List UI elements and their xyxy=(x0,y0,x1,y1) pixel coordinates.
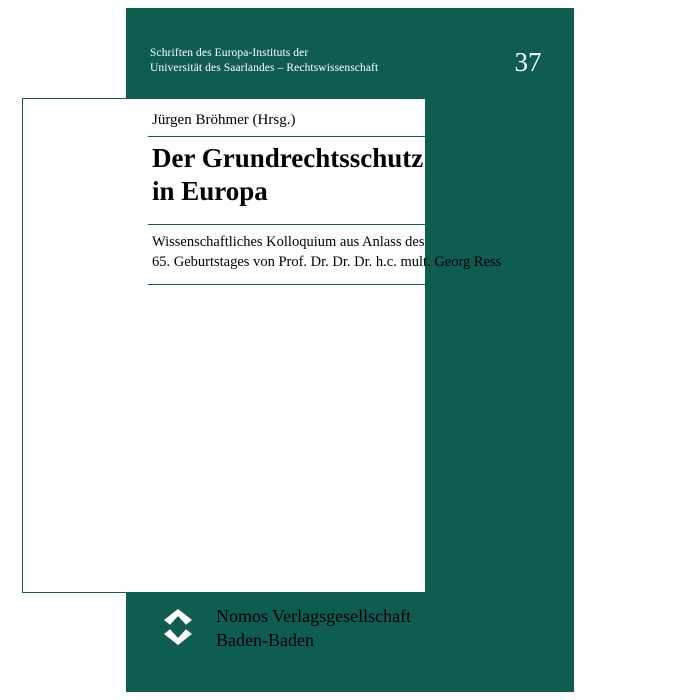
subtitle-line-1: Wissenschaftliches Kolloquium aus Anlass des xyxy=(152,234,425,250)
volume-number: 37 xyxy=(514,47,542,77)
series-info xyxy=(150,46,480,76)
nomos-diamond-logo-icon xyxy=(150,602,206,652)
editor-name: Jürgen Bröhmer (Hrsg.) xyxy=(152,112,296,128)
divider-bottom xyxy=(148,284,552,285)
title-line-1: Der Grundrechtsschutz xyxy=(152,143,424,173)
page-subtitle xyxy=(152,232,550,272)
publisher-city: Baden-Baden xyxy=(216,630,314,650)
divider-top xyxy=(148,136,552,137)
page-title xyxy=(152,142,548,208)
series-line-2: Universität des Saarlandes – Rechtswissenschaft xyxy=(150,62,379,74)
publisher-block xyxy=(150,600,550,656)
publisher-name: Nomos Verlagsgesellschaft xyxy=(216,606,412,626)
divider-middle xyxy=(148,224,552,225)
publisher-text xyxy=(216,604,411,652)
series-line-1: Schriften des Europa-Instituts der xyxy=(150,47,309,59)
title-line-2: in Europa xyxy=(152,176,268,206)
editor-row xyxy=(148,106,552,136)
subtitle-line-2: 65. Geburtstages von Prof. Dr. Dr. Dr. h.c. mult. Georg Ress xyxy=(152,254,502,270)
